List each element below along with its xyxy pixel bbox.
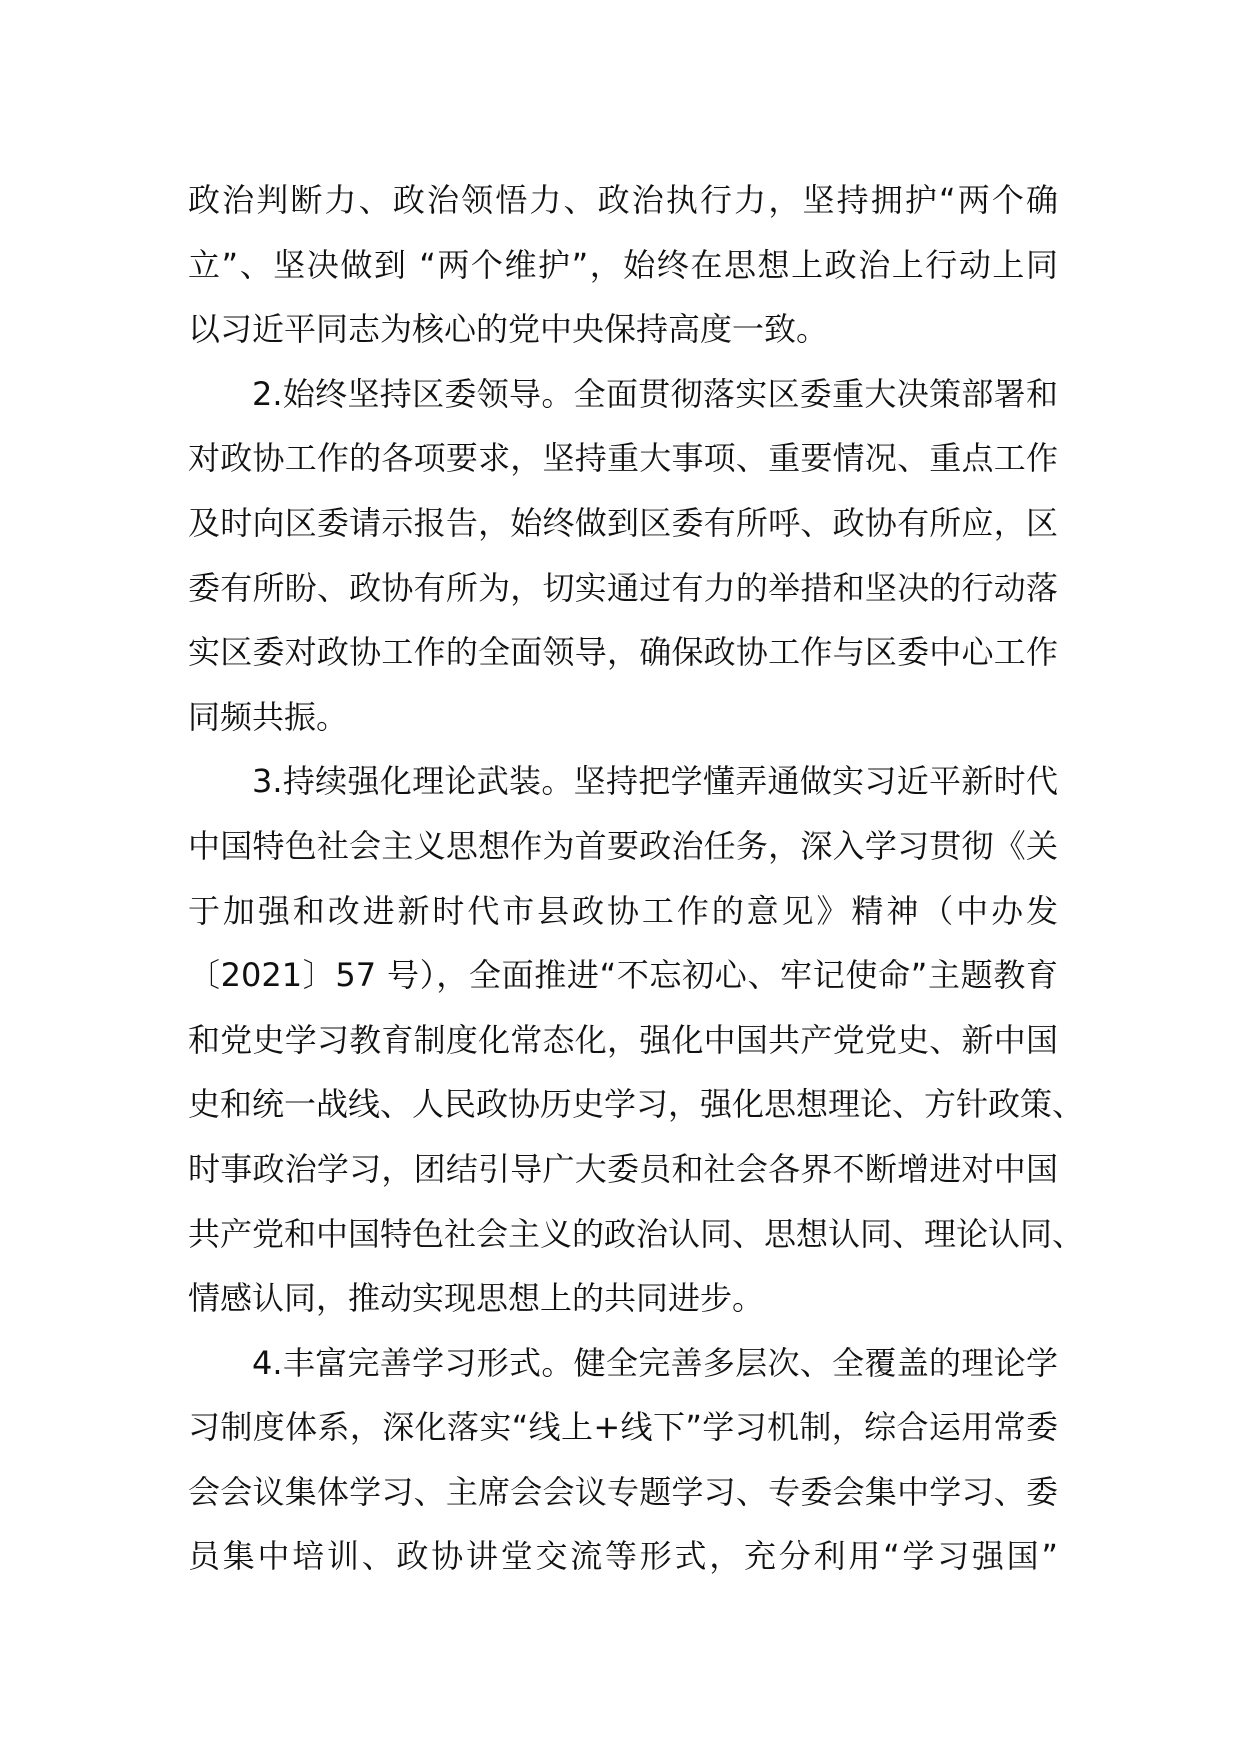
paragraph-heading-line: 4.丰富完善学习形式。健全完善多层次、全覆盖的理论学 xyxy=(252,1343,1058,1382)
text-line: 委有所盼、政协有所为，切实通过有力的举措和坚决的行动落 xyxy=(188,568,1058,607)
body-text xyxy=(188,168,1085,1589)
text-line: 情感认同，推动实现思想上的共同进步。 xyxy=(188,1279,765,1318)
text-line: 〔2021〕57 号），全面推进“不忘初心、牢记使命”主题教育 xyxy=(188,956,1058,995)
text-line: 同频共振。 xyxy=(188,697,349,736)
text-line: 共产党和中国特色社会主义的政治认同、思想认同、理论认同、 xyxy=(188,1214,1085,1253)
text-line: 习制度体系，深化落实“线上+线下”学习机制，综合运用常委 xyxy=(188,1408,1058,1447)
text-line: 实区委对政协工作的全面领导，确保政协工作与区委中心工作 xyxy=(188,633,1058,672)
text-line: 以习近平同志为核心的党中央保持高度一致。 xyxy=(188,310,829,349)
text-line: 会会议集体学习、主席会会议专题学习、专委会集中学习、委 xyxy=(188,1472,1058,1511)
text-line: 史和统一战线、人民政协历史学习，强化思想理论、方针政策、 xyxy=(188,1085,1085,1124)
paragraph-heading-line: 3.持续强化理论武装。坚持把学懂弄通做实习近平新时代 xyxy=(252,762,1058,801)
text-line: 政治判断力、政治领悟力、政治执行力，坚持拥护“两个确 xyxy=(188,181,1058,219)
text-line: 对政协工作的各项要求，坚持重大事项、重要情况、重点工作 xyxy=(188,439,1058,478)
text-line: 员集中培训、政协讲堂交流等形式，充分利用“学习强国” xyxy=(188,1537,1058,1576)
text-line: 中国特色社会主义思想作为首要政治任务，深入学习贯彻《关 xyxy=(188,826,1058,865)
text-line: 时事政治学习，团结引导广大委员和社会各界不断增进对中国 xyxy=(188,1149,1058,1188)
text-line: 立”、坚决做到 “两个维护”，始终在思想上政治上行动上同 xyxy=(188,245,1058,284)
paragraph-heading-line: 2.始终坚持区委领导。全面贯彻落实区委重大决策部署和 xyxy=(252,374,1058,413)
text-line: 和党史学习教育制度化常态化，强化中国共产党党史、新中国 xyxy=(188,1020,1058,1059)
text-line: 及时向区委请示报告，始终做到区委有所呼、政协有所应，区 xyxy=(188,503,1058,542)
text-line: 于加强和改进新时代市县政协工作的意见》精神（中办发 xyxy=(188,891,1058,930)
